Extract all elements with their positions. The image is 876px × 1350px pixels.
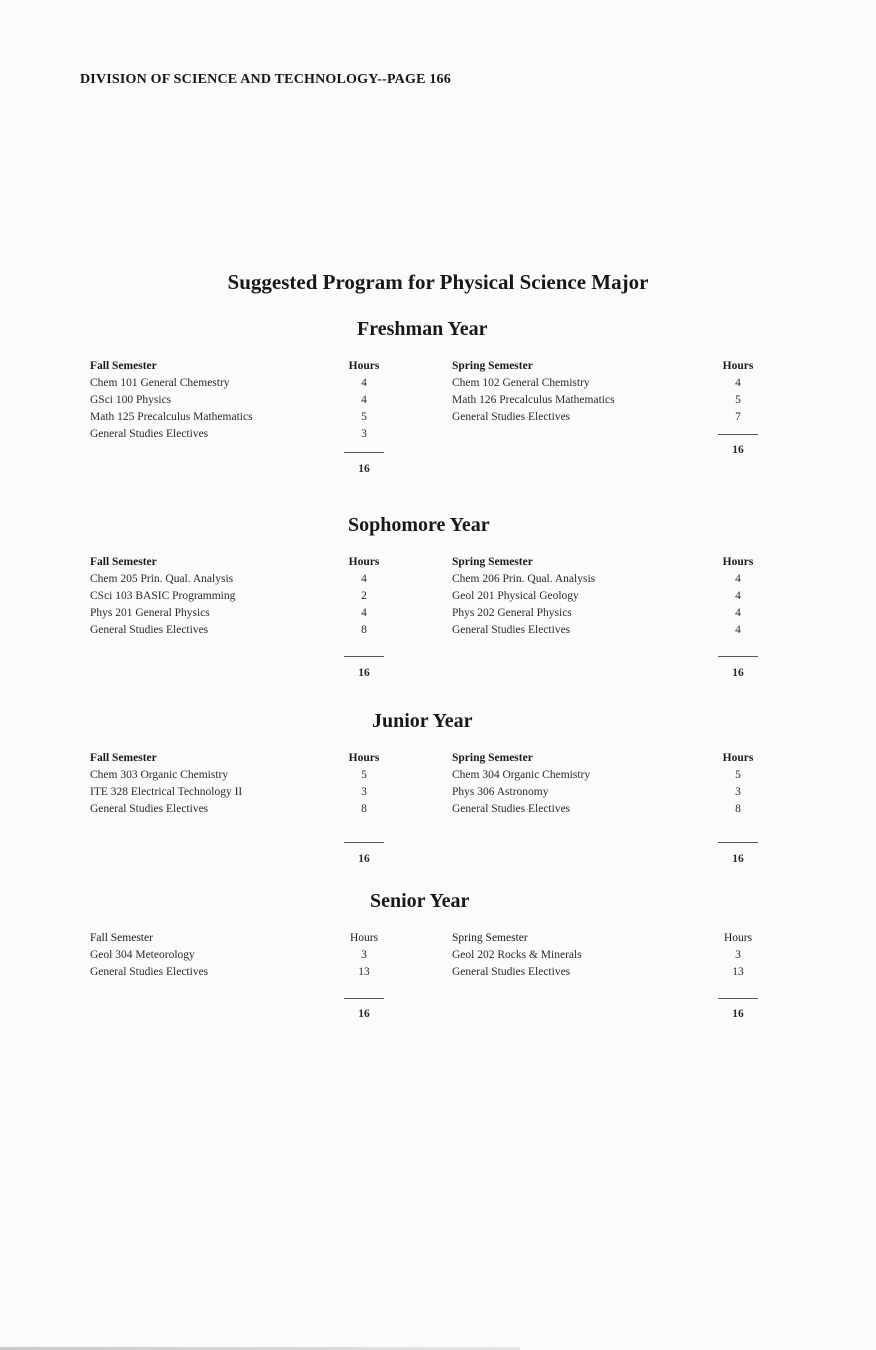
total-rule (344, 842, 384, 843)
spring-semester-label: Spring Semester (452, 360, 533, 372)
course-row (452, 947, 772, 964)
course-name: Chem 101 General Chemestry (90, 377, 230, 389)
course-name: General Studies Electives (452, 411, 571, 423)
fall-semester-label: Fall Semester (90, 752, 157, 764)
course-name: General Studies Electives (452, 966, 571, 978)
fall-semester-block (90, 930, 410, 1020)
course-name: Phys 202 General Physics (452, 607, 572, 619)
total-hours: 16 (732, 667, 744, 679)
page-header: DIVISION OF SCIENCE AND TECHNOLOGY--PAGE 166 (80, 72, 451, 87)
year-heading: Senior Year (370, 890, 470, 912)
course-row (452, 622, 772, 639)
course-row (90, 375, 410, 392)
fall-semester-block (90, 554, 410, 679)
course-row (90, 622, 410, 639)
spring-semester-block (452, 930, 772, 1020)
course-name: Chem 304 Organic Chemistry (452, 769, 591, 781)
course-row (452, 588, 772, 605)
course-row (452, 801, 772, 818)
hours-label: Hours (348, 556, 380, 568)
course-row (452, 605, 772, 622)
course-hours: 4 (361, 607, 367, 619)
course-name: General Studies Electives (90, 428, 209, 440)
course-row (90, 409, 410, 426)
year-heading: Sophomore Year (348, 514, 490, 536)
course-row (90, 571, 410, 588)
course-hours: 4 (361, 377, 367, 389)
course-row (90, 588, 410, 605)
course-hours: 3 (361, 786, 367, 798)
fall-semester-label: Fall Semester (90, 360, 157, 372)
course-row (452, 392, 772, 409)
course-row (452, 571, 772, 588)
total-rule (344, 998, 384, 999)
total-hours: 16 (732, 853, 744, 865)
course-name: Phys 306 Astronomy (452, 786, 549, 798)
course-hours: 13 (732, 966, 744, 978)
course-name: Chem 303 Organic Chemistry (90, 769, 229, 781)
hours-label: Hours (722, 752, 754, 764)
spring-semester-block (452, 554, 772, 679)
hours-label: Hours (722, 360, 754, 372)
total-rule (718, 842, 758, 843)
course-name: CSci 103 BASIC Programming (90, 590, 236, 602)
course-hours: 4 (735, 624, 741, 636)
course-row (452, 767, 772, 784)
total-hours: 16 (732, 444, 744, 456)
course-row (452, 964, 772, 981)
total-hours: 16 (358, 667, 370, 679)
total-rule (718, 656, 758, 657)
total-rule (344, 452, 384, 453)
course-row (90, 801, 410, 818)
course-hours: 4 (735, 377, 741, 389)
course-row (452, 375, 772, 392)
course-hours: 4 (735, 607, 741, 619)
course-hours: 7 (735, 411, 741, 423)
course-name: General Studies Electives (452, 624, 571, 636)
course-hours: 5 (361, 769, 367, 781)
course-hours: 3 (361, 949, 367, 961)
course-row (452, 784, 772, 801)
hours-label: Hours (722, 556, 754, 568)
spring-semester-block (452, 358, 772, 456)
course-name: General Studies Electives (90, 624, 209, 636)
course-hours: 5 (735, 769, 741, 781)
spring-semester-block (452, 750, 772, 865)
course-hours: 8 (361, 624, 367, 636)
course-row (90, 392, 410, 409)
total-rule (718, 434, 758, 435)
course-hours: 8 (361, 803, 367, 815)
course-name: Chem 205 Prin. Qual. Analysis (90, 573, 234, 585)
course-name: General Studies Electives (90, 803, 209, 815)
fall-semester-block (90, 750, 410, 865)
course-row (90, 426, 410, 443)
course-hours: 4 (361, 573, 367, 585)
course-name: General Studies Electives (90, 966, 209, 978)
course-hours: 4 (361, 394, 367, 406)
spring-semester-label: Spring Semester (452, 932, 528, 944)
course-row (90, 784, 410, 801)
total-hours: 16 (732, 1008, 744, 1020)
course-name: Phys 201 General Physics (90, 607, 210, 619)
course-name: Geol 304 Meteorology (90, 949, 195, 961)
course-name: Geol 202 Rocks & Minerals (452, 949, 582, 961)
course-name: Math 126 Precalculus Mathematics (452, 394, 615, 406)
course-hours: 2 (361, 590, 367, 602)
course-name: ITE 328 Electrical Technology II (90, 786, 243, 798)
course-hours: 3 (361, 428, 367, 440)
course-hours: 13 (358, 966, 370, 978)
course-hours: 3 (735, 786, 741, 798)
total-rule (344, 656, 384, 657)
course-name: Chem 102 General Chemistry (452, 377, 590, 389)
course-row (90, 947, 410, 964)
page-title: Suggested Program for Physical Science Major (227, 270, 649, 294)
course-hours: 3 (735, 949, 741, 961)
fall-semester-block (90, 358, 410, 475)
total-hours: 16 (358, 853, 370, 865)
hours-label: Hours (348, 752, 380, 764)
course-hours: 4 (735, 590, 741, 602)
spring-semester-label: Spring Semester (452, 556, 533, 568)
total-rule (718, 998, 758, 999)
course-name: General Studies Electives (452, 803, 571, 815)
course-name: Math 125 Precalculus Mathematics (90, 411, 253, 423)
year-heading: Freshman Year (357, 318, 488, 340)
course-row (90, 767, 410, 784)
course-name: Geol 201 Physical Geology (452, 590, 579, 602)
fall-semester-label: Fall Semester (90, 932, 153, 944)
year-heading: Junior Year (372, 710, 473, 732)
course-hours: 8 (735, 803, 741, 815)
hours-label: Hours (349, 932, 379, 944)
course-hours: 4 (735, 573, 741, 585)
hours-label: Hours (723, 932, 753, 944)
course-row (90, 964, 410, 981)
total-hours: 16 (358, 463, 370, 475)
course-name: Chem 206 Prin. Qual. Analysis (452, 573, 596, 585)
fall-semester-label: Fall Semester (90, 556, 157, 568)
course-hours: 5 (735, 394, 741, 406)
course-row (90, 605, 410, 622)
hours-label: Hours (348, 360, 380, 372)
spring-semester-label: Spring Semester (452, 752, 533, 764)
total-hours: 16 (358, 1008, 370, 1020)
course-hours: 5 (361, 411, 367, 423)
course-name: GSci 100 Physics (90, 394, 172, 406)
course-row (452, 409, 772, 426)
